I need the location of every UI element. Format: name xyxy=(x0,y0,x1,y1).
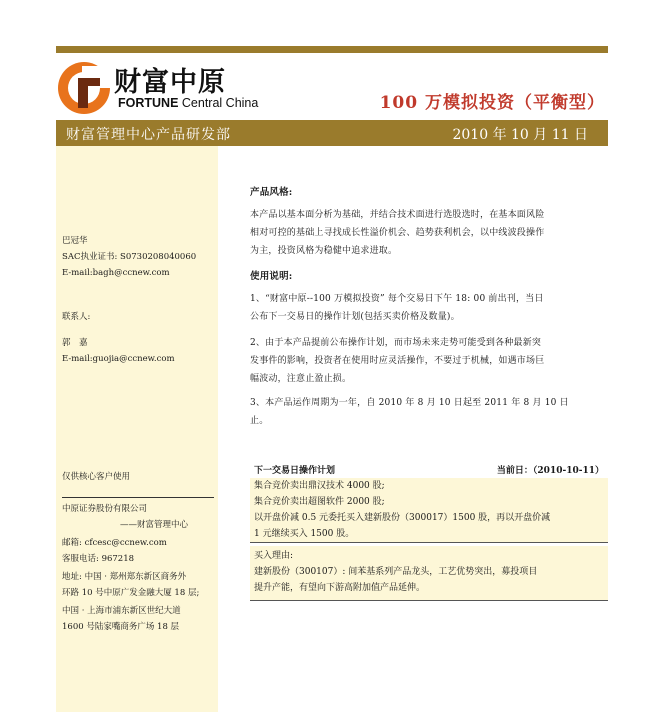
plan-line-1: 集合竞价卖出鼎汉技术 4000 股; xyxy=(254,481,385,491)
style-line-1: 本产品以基本面分析为基础，并结合技术面进行选股选时，在基本面风险 xyxy=(250,210,545,220)
analyst-email: E-mail:bagh@ccnew.com xyxy=(62,268,170,278)
usage-3-line-2: 止。 xyxy=(250,416,269,426)
usage-2-line-1: 2、由于本产品提前公布操作计划，而市场未来走势可能受到各种最新突 xyxy=(250,338,542,348)
report-date: 2010 年 10 月 11 日 xyxy=(452,127,588,143)
usage-1-line-1: 1、“财富中原--100 万模拟投资” 每个交易日下午 18: 00 前出刊，当日 xyxy=(250,294,544,304)
plan-line-2: 集合竞价卖出超图软件 2000 股; xyxy=(254,497,385,507)
plan-box xyxy=(250,478,608,543)
address-line-4: 1600 号陆家嘴商务广场 18 层 xyxy=(62,622,180,632)
usage-2-line-2: 发事件的影响，投资者在使用时应灵活操作，不要过于机械，如遇市场巨 xyxy=(250,356,545,366)
service-phone: 客服电话: 967218 xyxy=(62,554,135,564)
reason-line-2: 提升产能，有望向下游高附加值产品延伸。 xyxy=(254,583,426,593)
sidebar xyxy=(56,146,218,712)
address-line-3: 中国 · 上海市浦东新区世纪大道 xyxy=(62,606,181,616)
style-heading: 产品风格: xyxy=(250,187,293,198)
reason-heading: 买入理由: xyxy=(254,551,294,561)
client-only-note: 仅供核心客户使用 xyxy=(62,472,131,482)
reason-box xyxy=(250,546,608,601)
plan-header xyxy=(250,460,608,479)
logo-english-rest: Central China xyxy=(178,96,259,110)
postal-email: 邮箱: cfcesc@ccnew.com xyxy=(62,538,167,548)
plan-current-date: 当前日：（2010-10-11） xyxy=(496,466,604,476)
plan-line-4: 1 元继续买入 1500 股。 xyxy=(254,529,355,539)
usage-heading: 使用说明: xyxy=(250,271,293,282)
logo-english-name xyxy=(118,96,258,110)
address-line-2: 环路 10 号中原广发金融大厦 18 层; xyxy=(62,588,200,598)
top-accent-rule xyxy=(56,46,608,53)
analyst-sac-cert: SAC执业证书: S0730208040060 xyxy=(62,252,197,262)
logo-chinese-name: 财富中原 xyxy=(114,67,226,98)
reason-line-1: 建新股份（300107）: 间苯基系列产品龙头，工艺优势突出，募投项目 xyxy=(254,567,538,577)
style-line-3: 为主，投资风格为稳健中追求进取。 xyxy=(250,246,398,256)
contact-email: E-mail:guojia@ccnew.com xyxy=(62,354,175,364)
contact-name: 郭 嘉 xyxy=(62,338,88,348)
sidebar-divider xyxy=(62,497,214,498)
usage-3-line-1: 3、本产品运作周期为一年，自 2010 年 8 月 10 日起至 2011 年 8 月 10 日 xyxy=(250,398,569,408)
department-name: 财富管理中心产品研发部 xyxy=(66,127,231,143)
company-logo xyxy=(56,58,259,118)
usage-2-line-3: 幅波动，注意止盈止损。 xyxy=(250,374,352,384)
fortune-logo-icon xyxy=(56,60,112,116)
plan-heading: 下一交易日操作计划 xyxy=(254,466,336,476)
company-name: 中原证券股份有限公司 xyxy=(62,504,148,514)
address-line-1: 地址: 中国 · 郑州郑东新区商务外 xyxy=(62,572,187,582)
plan-line-3: 以开盘价减 0.5 元委托买入建新股份（300017）1500 股，再以开盘价减 xyxy=(254,513,551,523)
header-bar xyxy=(56,120,608,146)
contact-label: 联系人: xyxy=(62,312,91,322)
analyst-name: 巴冠华 xyxy=(62,236,88,246)
usage-1-line-2: 公布下一交易日的操作计划(包括买卖价格及数量)。 xyxy=(250,312,460,322)
product-title: 100 万模拟投资（平衡型） xyxy=(379,93,605,113)
style-line-2: 相对可控的基础上寻找成长性溢价机会、趋势获利机会，以中线波段操作 xyxy=(250,228,545,238)
logo-english-bold: FORTUNE xyxy=(118,96,179,110)
center-name: ——财富管理中心 xyxy=(120,520,189,530)
